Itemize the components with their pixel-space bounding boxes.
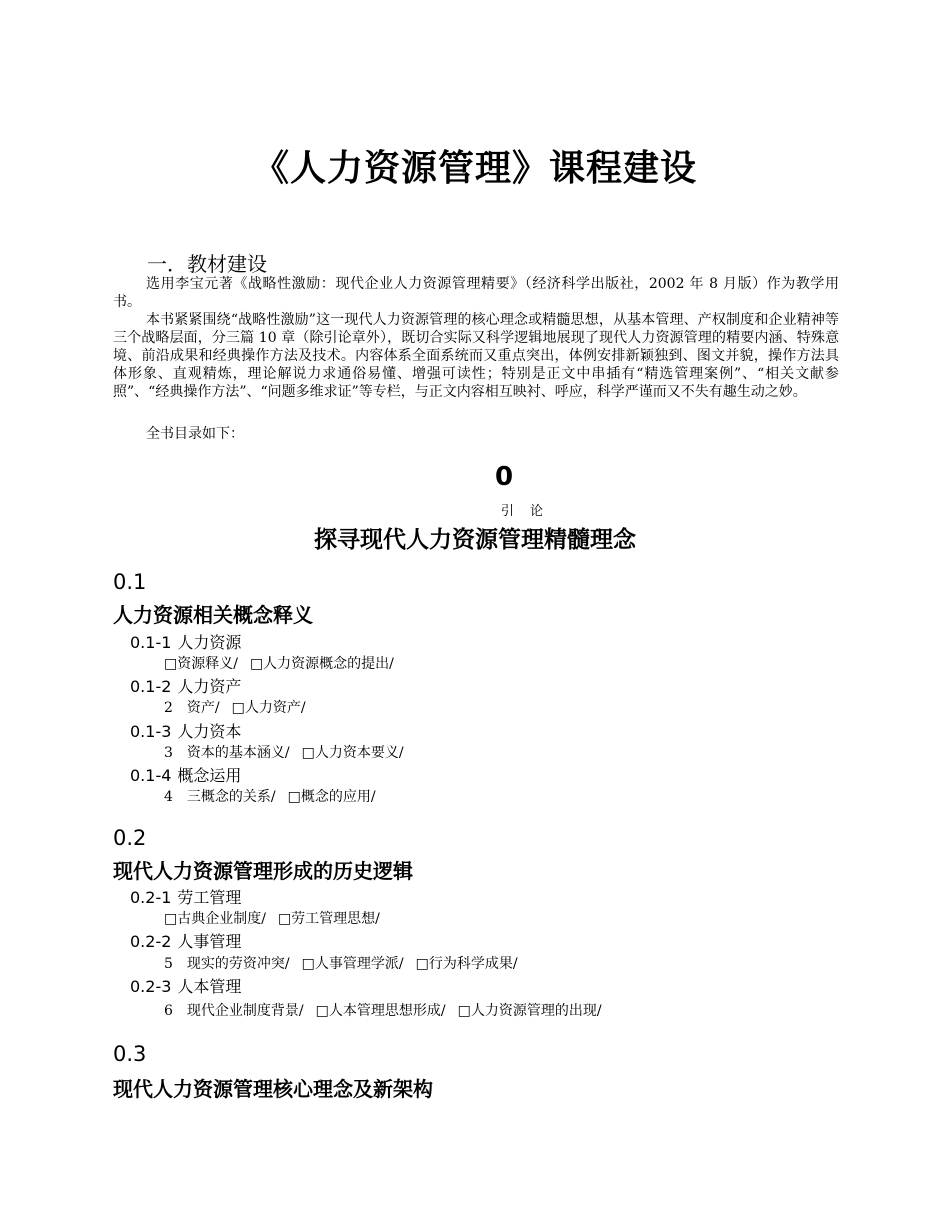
section-items: [164, 908, 380, 928]
section-name: 人力资产: [177, 677, 242, 696]
section-items: [164, 953, 518, 973]
section-items: [164, 653, 394, 673]
toc-item: □人本管理思想形成/: [315, 1003, 446, 1019]
part-title: 探寻现代人力资源管理精髓理念: [314, 527, 636, 553]
section-number: 0.1-3: [130, 722, 172, 741]
toc-item: □劳工管理思想/: [277, 911, 380, 927]
section-title: [130, 674, 241, 697]
chapter-number: 0.2: [113, 826, 147, 850]
section-title: [130, 974, 241, 997]
document-title: 《人力资源管理》课程建设: [252, 147, 697, 189]
section-title: [130, 885, 241, 908]
section-name: 人力资本: [177, 722, 242, 741]
paragraph-book-description: 本书紧紧围绕“战略性激励”这一现代人力资源管理的核心理念或精髓思想，从基本管理、产权制度和企业精神等三个战略层面，分三篇 10 章（除引论章外），既切合实际又科学逻辑地展现了现代人力资源管理的精要内涵、特殊意境、前沿成果和经典操作方法及技术。内容体系全面系统而又重点突出，体例安排新颖独到、图文并貌，操作方法具体形象、直观精炼，理论解说力求通俗易懂、增强可读性；特别是正文中串插有“精选管理案例”、“相关文献参照”、“经典操作方法”、“问题多维求证”等专栏，与正文内容相互映衬、呼应，科学严谨而又不失有趣生动之妙。: [113, 312, 839, 400]
chapter-title: 现代人力资源管理形成的历史逻辑: [113, 859, 413, 883]
item-lead-number: 6: [164, 1003, 173, 1019]
section-name: 人本管理: [177, 977, 242, 996]
section-number: 0.1-2: [130, 677, 172, 696]
toc-item: 三概念的关系/: [186, 789, 276, 805]
section-number: 0.2-3: [130, 977, 172, 996]
chapter-number: 0.1: [113, 570, 147, 594]
section-title: [130, 929, 241, 952]
toc-item: 资源释义/: [177, 656, 238, 672]
toc-item: 现代企业制度背景/: [186, 1003, 304, 1019]
section-items: [164, 786, 376, 806]
section-heading-textbook: 一．教材建设: [147, 252, 267, 276]
section-name: 概念运用: [177, 766, 242, 785]
section-number: 0.2-1: [130, 888, 172, 907]
part-number: 0: [494, 462, 514, 492]
toc-item: 古典企业制度/: [177, 911, 266, 927]
chapter-title: 现代人力资源管理核心理念及新架构: [113, 1077, 433, 1101]
toc-item: □人力资本要义/: [301, 745, 404, 761]
section-number: 0.1-4: [130, 766, 172, 785]
section-number: 0.2-2: [130, 932, 172, 951]
item-lead-number: 5: [164, 956, 173, 972]
section-name: 劳工管理: [177, 888, 242, 907]
section-title: [130, 630, 241, 653]
toc-item: 资产/: [186, 700, 220, 716]
section-name: 人力资源: [177, 633, 242, 652]
toc-item: □人力资产/: [231, 700, 306, 716]
toc-item: 资本的基本涵义/: [186, 745, 290, 761]
item-lead-number: 4: [164, 789, 173, 805]
chapter-number: 0.3: [113, 1042, 147, 1066]
paragraph-toc-intro: 全书目录如下：: [146, 426, 244, 442]
item-lead-box: □: [164, 911, 178, 927]
toc-item: □人事管理学派/: [301, 956, 404, 972]
section-title: [130, 763, 241, 786]
toc-item: □人力资源概念的提出/: [249, 656, 394, 672]
item-lead-number: 3: [164, 745, 173, 761]
toc-item: □概念的应用/: [287, 789, 376, 805]
item-lead-box: □: [164, 656, 178, 672]
paragraph-textbook-selection: 选用李宝元著《战略性激励：现代企业人力资源管理精要》（经济科学出版社，2002 年 8 月版）作为教学用书。: [113, 276, 839, 310]
section-name: 人事管理: [177, 932, 242, 951]
chapter-title: 人力资源相关概念释义: [113, 603, 313, 627]
section-items: [164, 1000, 602, 1020]
toc-item: 现实的劳资冲突/: [186, 956, 290, 972]
part-label: 引 论: [500, 504, 550, 519]
section-number: 0.1-1: [130, 633, 172, 652]
section-items: [164, 697, 306, 717]
section-items: [164, 742, 404, 762]
item-lead-number: 2: [164, 700, 173, 716]
toc-item: □人力资源管理的出现/: [457, 1003, 602, 1019]
toc-item: □行为科学成果/: [415, 956, 518, 972]
section-title: [130, 719, 241, 742]
